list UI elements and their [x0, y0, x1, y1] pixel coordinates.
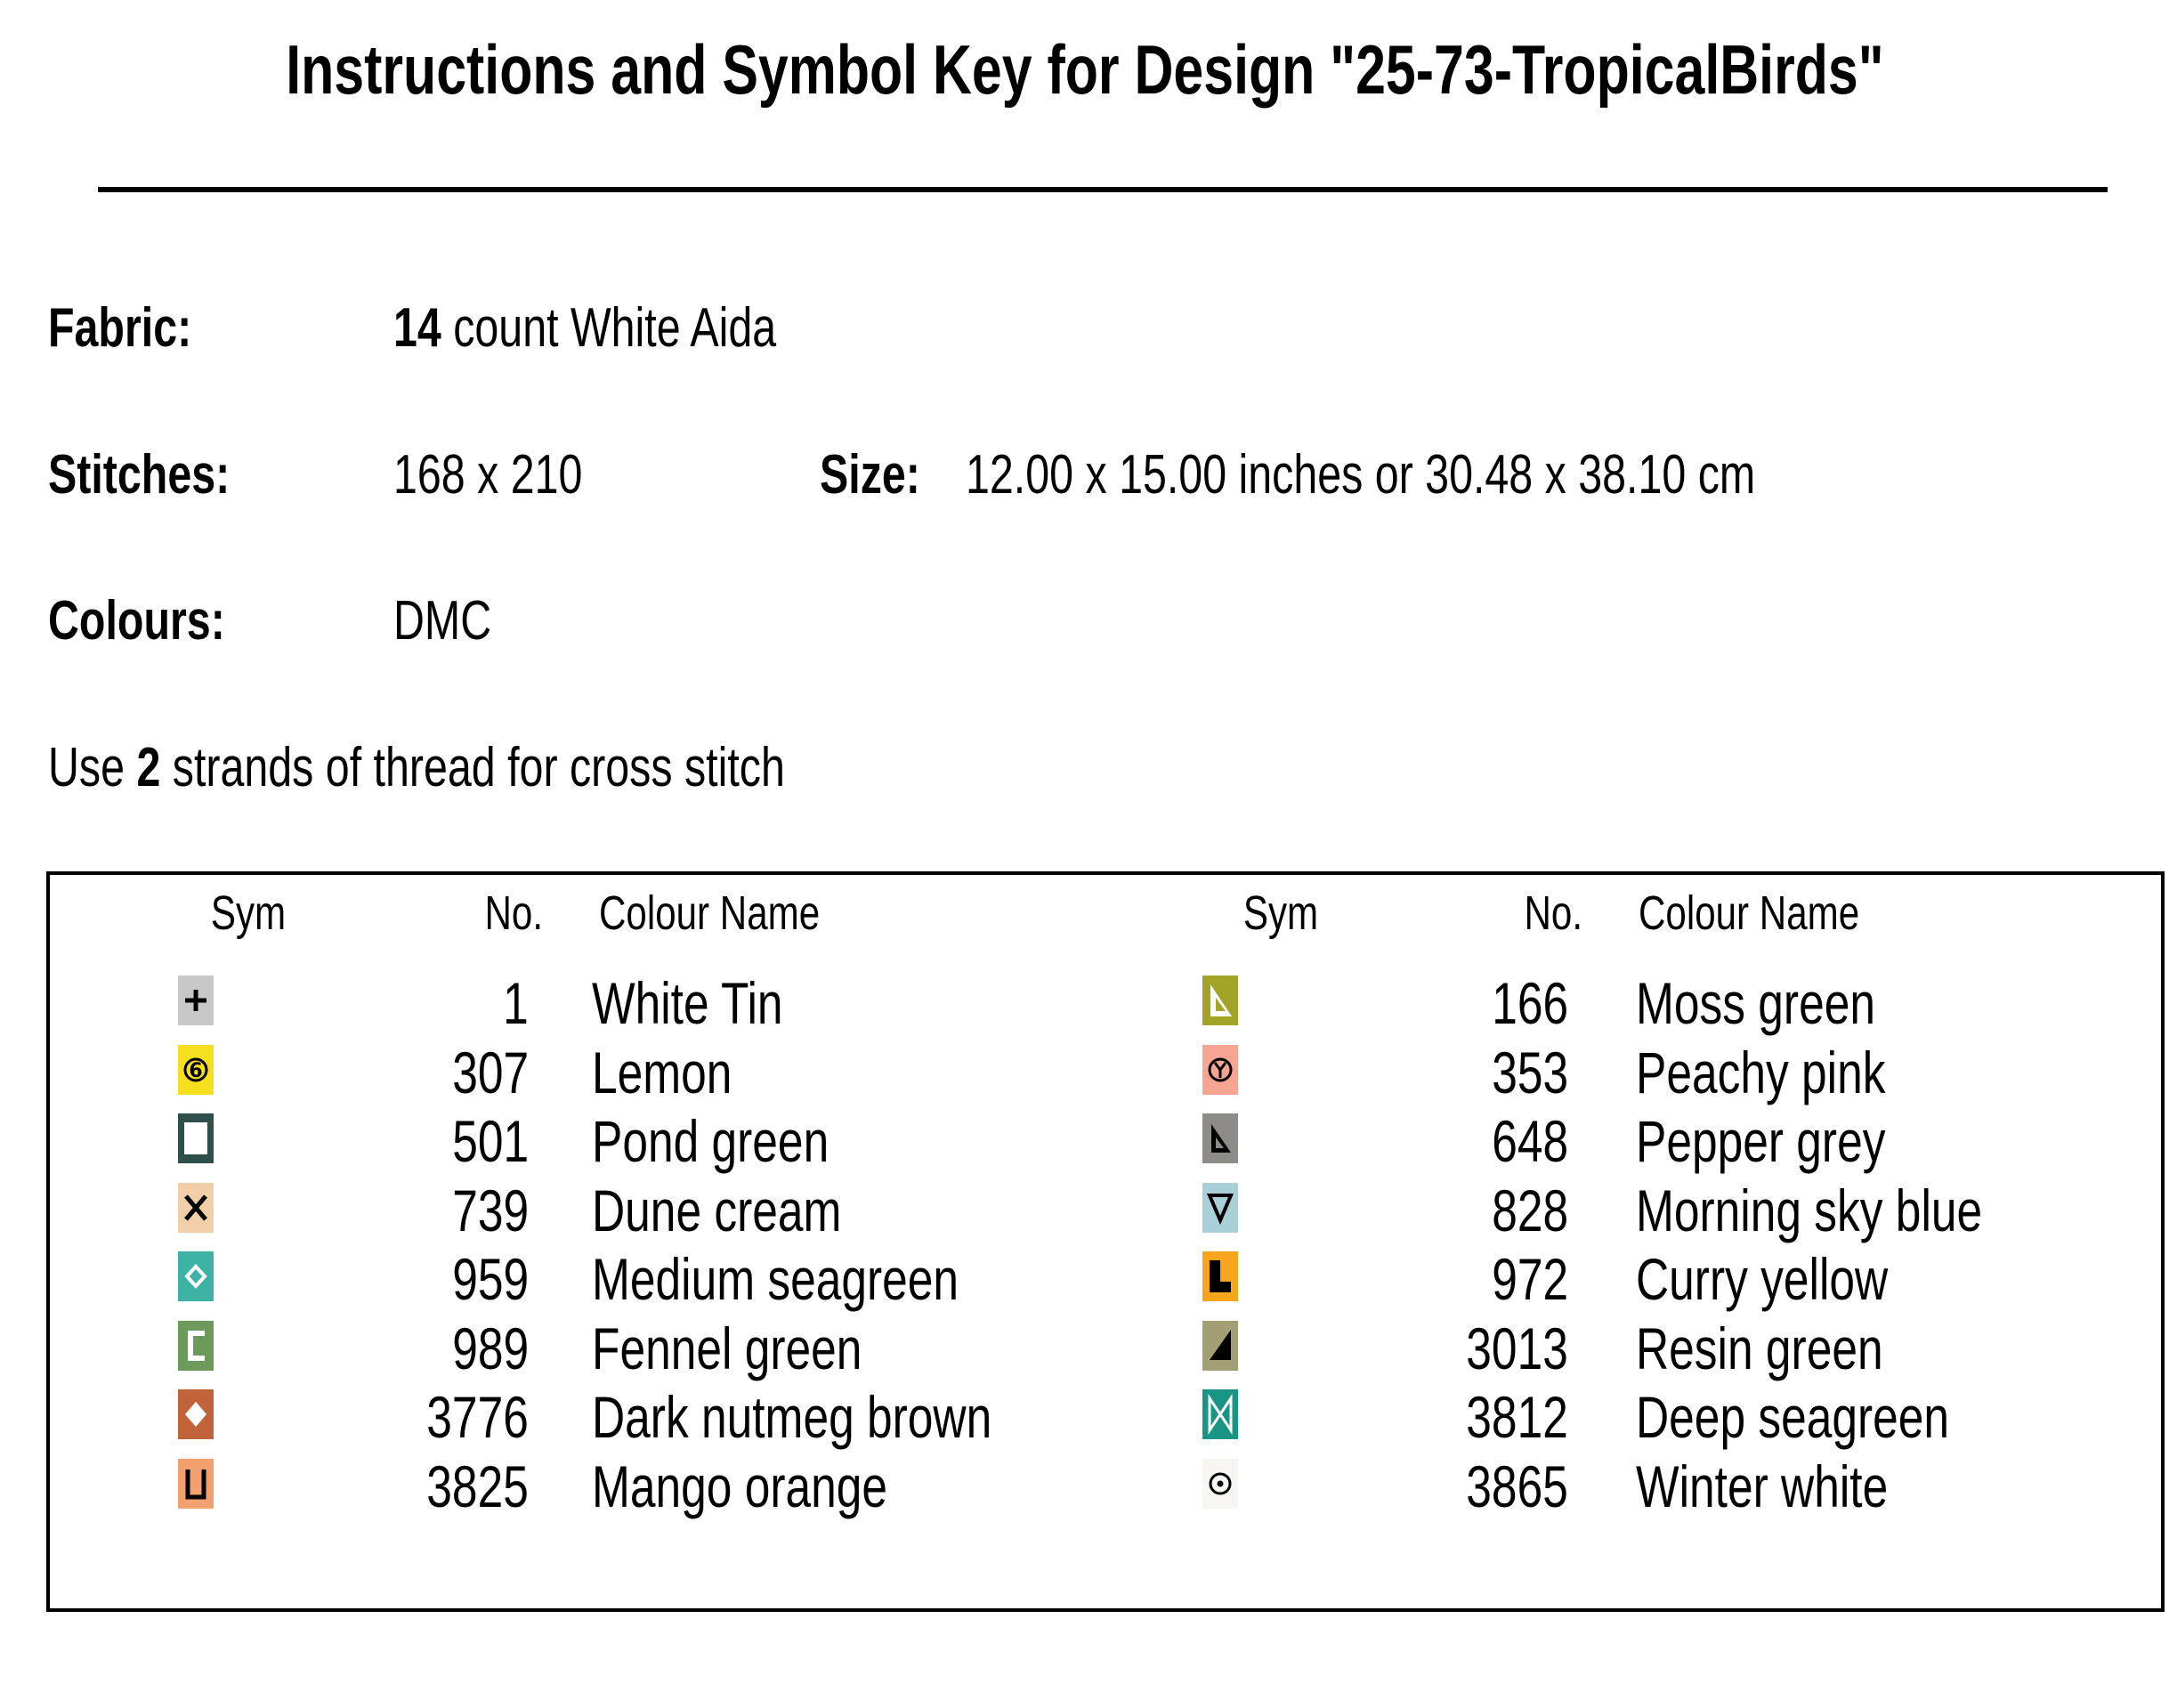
- key-row: [50, 1314, 2161, 1383]
- thread-symbol: [1202, 1183, 1238, 1233]
- thread-number: 166: [1492, 970, 1568, 1036]
- thread-number: 3812: [1466, 1384, 1568, 1450]
- thread-number: 739: [452, 1177, 529, 1243]
- thread-colour-name: Peachy pink: [1636, 1039, 1886, 1105]
- bowtie-icon: [1202, 1389, 1238, 1439]
- right-triangle-outline-icon: [1202, 975, 1238, 1025]
- header-no-left: No.: [484, 886, 543, 940]
- header-name-left: Colour Name: [599, 886, 821, 940]
- fabric-label: Fabric:: [48, 297, 192, 359]
- strands-count: 2: [136, 737, 161, 798]
- thread-symbol: [1202, 1389, 1238, 1439]
- thread-colour-name: Deep seagreen: [1636, 1384, 1950, 1450]
- thread-symbol: [1202, 1459, 1238, 1509]
- key-row: [50, 1106, 2161, 1176]
- circled-dot-icon: [1202, 1459, 1238, 1509]
- thread-number: 989: [452, 1315, 529, 1381]
- circled-y-icon: [1202, 1045, 1238, 1095]
- stitches-label: Stitches:: [48, 444, 231, 506]
- thread-colour-name: Medium seagreen: [592, 1246, 959, 1312]
- key-row: [50, 1244, 2161, 1314]
- thread-number: 3013: [1466, 1315, 1568, 1381]
- thread-colour-name: Moss green: [1636, 970, 1875, 1036]
- thread-colour-name: Curry yellow: [1636, 1246, 1889, 1312]
- header-name-right: Colour Name: [1639, 886, 1860, 940]
- thread-symbol: [1202, 1113, 1238, 1163]
- colours-label: Colours:: [48, 590, 225, 652]
- size-value: 12.00 x 15.00 inches or 30.48 x 38.10 cm: [966, 444, 1756, 506]
- thread-number: 828: [1492, 1177, 1568, 1243]
- thread-symbol: [1202, 1045, 1238, 1095]
- header-sym-left: Sym: [210, 886, 287, 940]
- thread-number: 3865: [1466, 1453, 1568, 1519]
- filled-triangle-icon: [1202, 1321, 1238, 1371]
- fabric-count: 14: [393, 297, 441, 359]
- thread-number: 501: [452, 1108, 529, 1174]
- strands-instruction: Use 2 strands of thread for cross stitch: [48, 737, 785, 798]
- key-row: [50, 968, 2161, 1038]
- symbol-key-table: [46, 871, 2165, 1612]
- thread-number: 3825: [426, 1453, 529, 1519]
- thread-symbol: [1202, 1321, 1238, 1371]
- triangle-ruler-icon: [1202, 1113, 1238, 1163]
- thread-colour-name: Winter white: [1636, 1453, 1889, 1519]
- svg-text:6: 6: [189, 1059, 203, 1082]
- thread-number: 307: [452, 1039, 529, 1105]
- key-row: [50, 1038, 2161, 1107]
- thread-colour-name: Resin green: [1636, 1315, 1883, 1381]
- thread-number: 3776: [426, 1384, 529, 1450]
- thread-colour-name: Pepper grey: [1636, 1108, 1886, 1174]
- document-title: [0, 27, 2169, 112]
- colours-value: DMC: [393, 590, 492, 652]
- thread-colour-name: Morning sky blue: [1636, 1177, 1983, 1243]
- thread-number: 1: [503, 970, 529, 1036]
- thread-colour-name: Fennel green: [592, 1315, 862, 1381]
- thread-colour-name: Dark nutmeg brown: [592, 1384, 992, 1450]
- key-row: [50, 1452, 2161, 1521]
- key-row: [50, 1176, 2161, 1245]
- document-title-text: Instructions and Symbol Key for Design "25-73-TropicalBirds": [285, 30, 1884, 109]
- thread-number: 972: [1492, 1246, 1568, 1312]
- thread-colour-name: Lemon: [592, 1039, 732, 1105]
- thread-number: 353: [1492, 1039, 1568, 1105]
- thread-colour-name: Mango orange: [592, 1453, 888, 1519]
- fabric-value: [393, 295, 884, 361]
- title-underline: [98, 187, 2108, 192]
- down-triangle-icon: [1202, 1183, 1238, 1233]
- thread-symbol: [1202, 1251, 1238, 1301]
- thread-colour-name: White Tin: [592, 970, 783, 1036]
- thread-number: 648: [1492, 1108, 1568, 1174]
- thread-number: 959: [452, 1246, 529, 1312]
- header-no-right: No.: [1524, 886, 1582, 940]
- fabric-text: count White Aida: [441, 297, 777, 359]
- l-shape-icon: [1202, 1251, 1238, 1301]
- thread-symbol: [1202, 975, 1238, 1025]
- key-row: [50, 1382, 2161, 1452]
- thread-colour-name: Dune cream: [592, 1177, 842, 1243]
- header-sym-right: Sym: [1242, 886, 1319, 940]
- thread-colour-name: Pond green: [592, 1108, 830, 1174]
- size-label: Size:: [820, 444, 920, 506]
- stitches-value: 168 x 210: [393, 444, 583, 506]
